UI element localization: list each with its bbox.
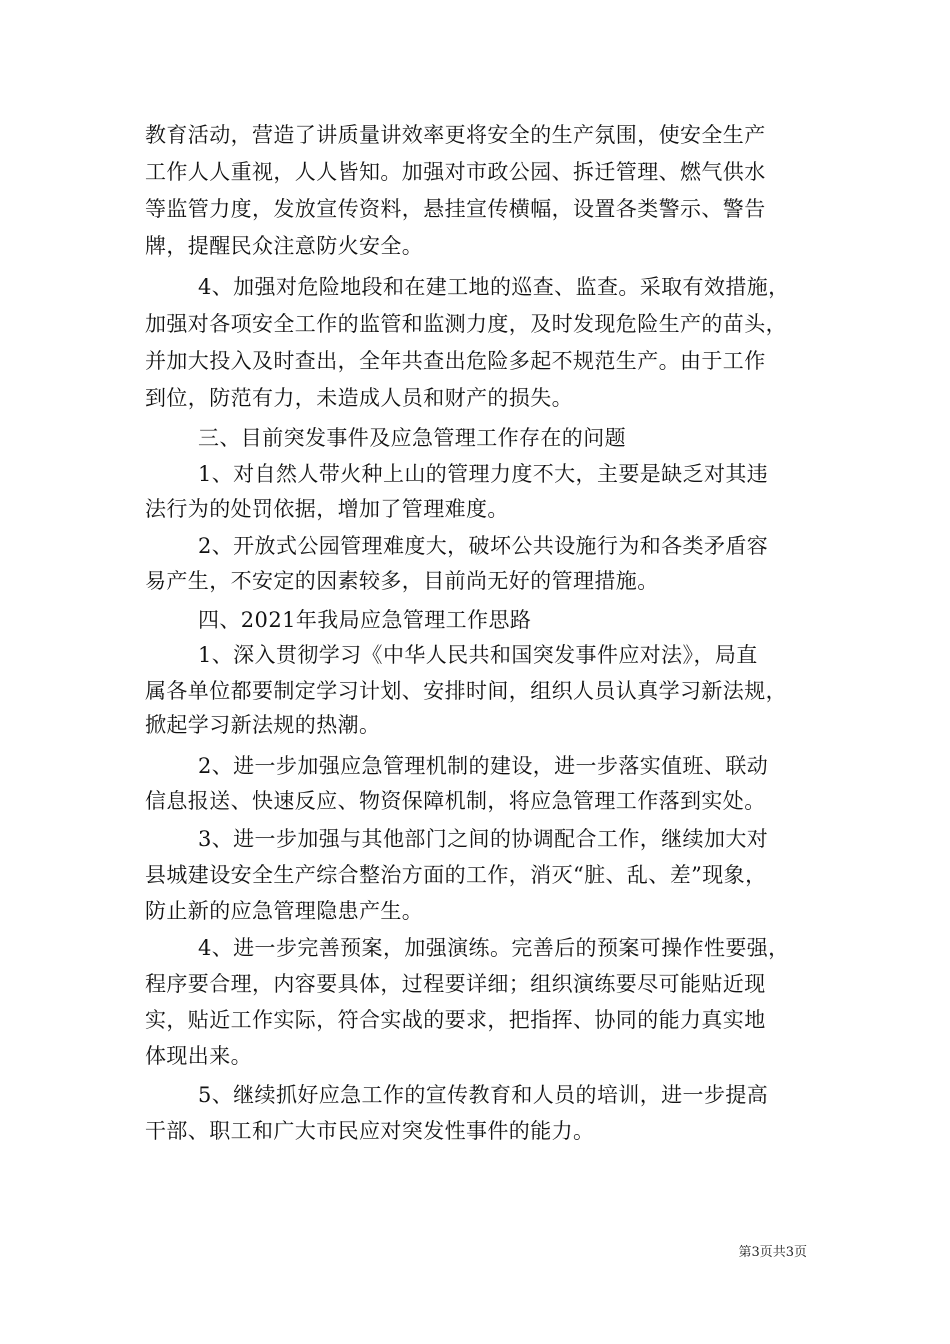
text-line: 牌，提醒民众注意防火安全。 [145, 234, 424, 258]
text-line: 工作人人重视，人人皆知。加强对市政公园、拆迁管理、燃气供水 [145, 160, 766, 184]
paragraph-start-line: 3、进一步加强与其他部门之间的协调配合工作，继续加大对 [198, 827, 769, 851]
text-line: 教育活动，营造了讲质量讲效率更将安全的生产氛围，使安全生产 [145, 123, 766, 147]
paragraph-start-line: 1、对自然人带火种上山的管理力度不大，主要是缺乏对其违 [198, 462, 769, 486]
text-line: 程序要合理，内容要具体，过程要详细；组织演练要尽可能贴近现 [145, 972, 766, 996]
text-line: 掀起学习新法规的热潮。 [145, 713, 381, 737]
text-line: 实，贴近工作实际，符合实战的要求，把指挥、协同的能力真实地 [145, 1008, 766, 1032]
paragraph-start-line: 4、进一步完善预案，加强演练。完善后的预案可操作性要强， [198, 936, 790, 960]
text-line: 县城建设安全生产综合整治方面的工作，消灭“脏、乱、差”现象， [145, 863, 767, 887]
paragraph-start-line: 5、继续抓好应急工作的宣传教育和人员的培训，进一步提高 [198, 1083, 769, 1107]
paragraph-start-line: 1、深入贯彻学习《中华人民共和国突发事件应对法》，局直 [198, 643, 758, 667]
text-line: 体现出来。 [145, 1044, 252, 1068]
text-line: 法行为的处罚依据，增加了管理难度。 [145, 497, 509, 521]
text-line: 等监管力度，发放宣传资料，悬挂宣传横幅，设置各类警示、警告 [145, 197, 766, 221]
page-number: 第3页共3页 [738, 1245, 807, 1260]
section-heading: 四、2021年我局应急管理工作思路 [198, 608, 532, 632]
text-line: 防止新的应急管理隐患产生。 [145, 899, 424, 923]
text-line: 易产生，不安定的因素较多，目前尚无好的管理措施。 [145, 569, 659, 593]
section-heading: 三、目前突发事件及应急管理工作存在的问题 [198, 426, 626, 450]
text-line: 属各单位都要制定学习计划、安排时间，组织人员认真学习新法规， [145, 679, 787, 703]
paragraph-start-line: 4、加强对危险地段和在建工地的巡查、监查。采取有效措施， [198, 275, 790, 299]
text-line: 并加大投入及时查出，全年共查出危险多起不规范生产。由于工作 [145, 349, 766, 373]
text-line: 加强对各项安全工作的监管和监测力度，及时发现危险生产的苗头， [145, 312, 787, 336]
paragraph-start-line: 2、开放式公园管理难度大，破坏公共设施行为和各类矛盾容 [198, 534, 769, 558]
paragraph-start-line: 2、进一步加强应急管理机制的建设，进一步落实值班、联动 [198, 754, 769, 778]
text-line: 干部、职工和广大市民应对突发性事件的能力。 [145, 1119, 595, 1143]
text-line: 到位，防范有力，未造成人员和财产的损失。 [145, 386, 573, 410]
text-line: 信息报送、快速反应、物资保障机制，将应急管理工作落到实处。 [145, 789, 766, 813]
